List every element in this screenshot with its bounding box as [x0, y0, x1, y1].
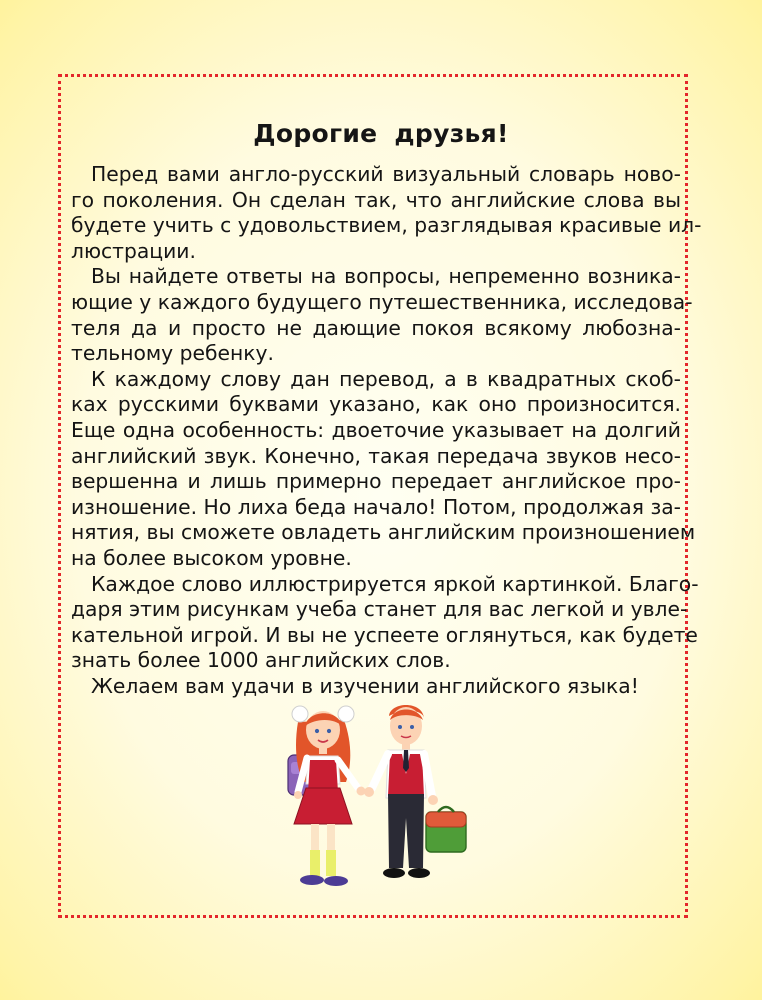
- text-line: изношение. Но лиха беда начало! Потом, продолжая за-: [71, 494, 681, 519]
- text-line: Перед вами англо-русский визуальный словарь ново-: [91, 162, 681, 186]
- text-line: люстрации.: [71, 238, 196, 263]
- text-line: будете учить с удовольствием, разглядывая красивые ил-: [71, 213, 702, 238]
- text-line: знать более 1000 английских слов.: [71, 648, 451, 673]
- boy-figure: [364, 705, 466, 878]
- text-line: нятия, вы сможете овладеть английским произношением: [71, 520, 696, 545]
- text-line: теля да и просто не дающие покоя всякому любозна-: [71, 315, 681, 340]
- text-line: на более высоком уровне.: [71, 545, 352, 570]
- girl-figure: [288, 706, 366, 886]
- text-line: Каждое слово иллюстрируется яркой картинкой. Благо-: [91, 571, 699, 596]
- children-illustration: [276, 700, 481, 900]
- page-title: Дорогие друзья!: [253, 119, 509, 148]
- text-line: даря этим рисункам учеба станет для вас легкой и увле-: [71, 597, 688, 622]
- text-line: ющие у каждого будущего путешественника, исследова-: [71, 289, 693, 314]
- text-line: К каждому слову дан перевод, а в квадратных скоб-: [91, 366, 681, 391]
- text-line: английский звук. Конечно, такая передача звуков несо-: [71, 443, 681, 468]
- text-line: Вы найдете ответы на вопросы, непременно возника-: [91, 264, 681, 289]
- text-line: кательной игрой. И вы не успеете оглянуться, как будете: [71, 622, 698, 647]
- text-line: Желаем вам удачи в изучении английского языка!: [91, 673, 639, 698]
- text-line: Еще одна особенность: двоеточие указывает на долгий: [71, 417, 681, 442]
- text-line: тельному ребенку.: [71, 341, 274, 366]
- intro-text: [71, 162, 702, 699]
- text-line: го поколения. Он сделан так, что английские слова вы: [71, 187, 681, 212]
- text-line: ках русскими буквами указано, как оно произносится.: [71, 392, 681, 417]
- text-line: вершенна и лишь примерно передает английское про-: [71, 469, 681, 494]
